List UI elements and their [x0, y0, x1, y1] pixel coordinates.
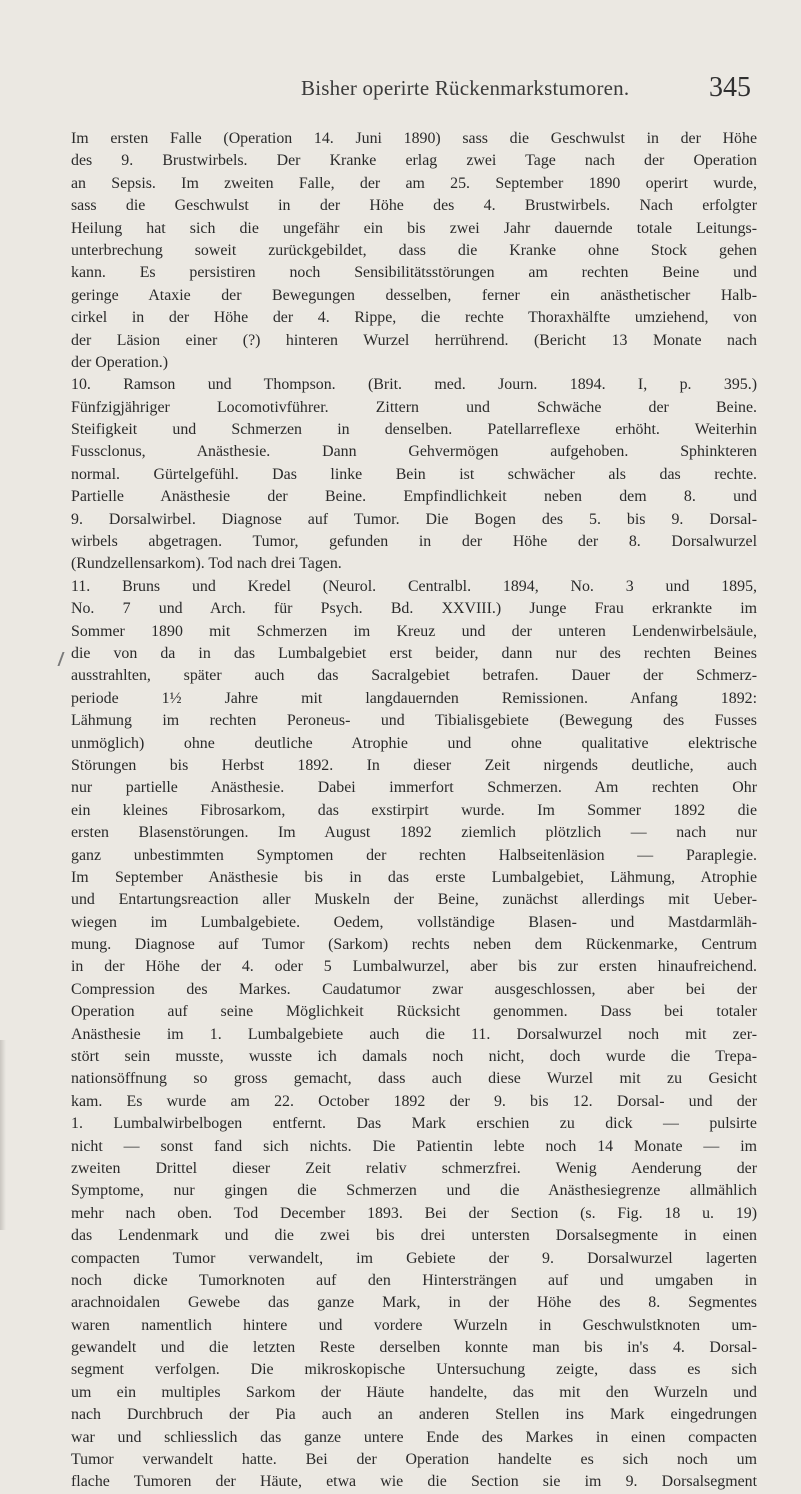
running-head [0, 72, 801, 110]
text-line: zweiten Drittel dieser Zeit relativ schmerzfrei. Wenig Aenderung der [71, 1159, 757, 1177]
text-line: war und schliesslich das ganze untere Ende des Markes in einen compacten [71, 1428, 757, 1446]
text-line: noch dicke Tumorknoten auf den Hintersträngen auf und umgaben in [71, 1271, 757, 1289]
text-line: 9. Dorsalwirbel. Diagnose auf Tumor. Die Bogen des 5. bis 9. Dorsal- [71, 510, 757, 528]
text-line: Störungen bis Herbst 1892. In dieser Zeit nirgends deutliche, auch [71, 756, 757, 774]
text-line: arachnoidalen Gewebe das ganze Mark, in der Höhe des 8. Segmentes [71, 1294, 757, 1312]
text-line: Im September Anästhesie bis in das erste Lumbalgebiet, Lähmung, Atrophie [71, 868, 757, 886]
text-line: 1. Lumbalwirbelbogen entfernt. Das Mark erschien zu dick — pulsirte [71, 1115, 757, 1133]
text-line: normal. Gürtelgefühl. Das linke Bein ist schwächer als das rechte. [71, 465, 757, 483]
text-line: die von da in das Lumbalgebiet erst beider, dann nur des rechten Beines [71, 644, 757, 662]
text-line: kann. Es persistiren noch Sensibilitätsstörungen am rechten Beine und [71, 264, 757, 282]
text-line: des 9. Brustwirbels. Der Kranke erlag zwei Tage nach der Operation [71, 152, 757, 170]
text-line: an Sepsis. Im zweiten Falle, der am 25. September 1890 operirt wurde, [71, 174, 757, 192]
text-line: 10. Ramson und Thompson. (Brit. med. Journ. 1894. I, p. 395.) [71, 376, 757, 394]
text-line: geringe Ataxie der Bewegungen desselben, ferner ein anästhetischer Halb- [71, 286, 757, 304]
text-line: Anästhesie im 1. Lumbalgebiete auch die 11. Dorsalwurzel noch mit zer- [71, 1025, 757, 1043]
text-line: stört sein musste, wusste ich damals noch nicht, doch wurde die Trepa- [71, 1048, 757, 1066]
text-line: nach Durchbruch der Pia auch an anderen Stellen ins Mark eingedrungen [71, 1406, 757, 1424]
text-line: Tumor verwandelt hatte. Bei der Operation handelte es sich noch um [71, 1451, 757, 1469]
text-line: der Läsion einer (?) hinteren Wurzel herrührend. (Bericht 13 Monate nach [71, 331, 757, 349]
text-line: No. 7 und Arch. für Psych. Bd. XXVIII.) Junge Frau erkrankte im [71, 600, 757, 618]
text-line: Partielle Anästhesie der Beine. Empfindlichkeit neben dem 8. und [71, 488, 757, 506]
text-line: und Entartungsreaction aller Muskeln der Beine, zunächst allerdings mit Ueber- [71, 891, 757, 909]
text-line: kam. Es wurde am 22. October 1892 der 9. bis 12. Dorsal- und der [71, 1092, 757, 1110]
text-line: (Rundzellensarkom). Tod nach drei Tagen. [71, 555, 342, 573]
margin-pencil-mark [57, 652, 64, 666]
text-line: um ein multiples Sarkom der Häute handelte, das mit den Wurzeln und [71, 1383, 757, 1401]
text-line: Sommer 1890 mit Schmerzen im Kreuz und der unteren Lendenwirbelsäule, [71, 622, 757, 640]
text-line: flache Tumoren der Häute, etwa wie die Section sie im 9. Dorsalsegment [71, 1473, 757, 1491]
text-line: Operation auf seine Möglichkeit Rücksicht genommen. Dass bei totaler [71, 1003, 757, 1021]
text-line: das Lendenmark und die zwei bis drei untersten Dorsalsegmente in einen [71, 1227, 757, 1245]
text-line: wiegen im Lumbalgebiete. Oedem, vollständige Blasen- und Mastdarmläh- [71, 913, 757, 931]
text-line: ganz unbestimmten Symptomen der rechten Halbseitenläsion — Paraplegie. [71, 846, 757, 864]
text-line: ersten Blasenstörungen. Im August 1892 ziemlich plötzlich — nach nur [71, 824, 757, 842]
text-line: nur partielle Anästhesie. Dabei immerfort Schmerzen. Am rechten Ohr [71, 779, 757, 797]
text-line: periode 1½ Jahre mit langdauernden Remissionen. Anfang 1892: [71, 689, 757, 707]
text-line: Im ersten Falle (Operation 14. Juni 1890) sass die Geschwulst in der Höhe [71, 130, 757, 147]
text-line: Fussclonus, Anästhesie. Dann Gehvermögen aufgehoben. Sphinkteren [71, 443, 757, 461]
text-line: mehr nach oben. Tod December 1893. Bei der Section (s. Fig. 18 u. 19) [71, 1204, 757, 1222]
text-line: cirkel in der Höhe der 4. Rippe, die rechte Thoraxhälfte umziehend, von [71, 309, 757, 327]
text-line: unmöglich) ohne deutliche Atrophie und ohne qualitative elektrische [71, 734, 757, 752]
text-line: 11. Bruns und Kredel (Neurol. Centralbl. 1894, No. 3 und 1895, [71, 577, 757, 595]
text-line: Lähmung im rechten Peroneus- und Tibialisgebiete (Bewegung des Fusses [71, 712, 757, 730]
text-line: nicht — sonst fand sich nichts. Die Patientin lebte noch 14 Monate — im [71, 1137, 757, 1155]
text-line: Steifigkeit und Schmerzen in denselben. Patellarreflexe erhöht. Weiterhin [71, 421, 757, 439]
text-line: in der Höhe der 4. oder 5 Lumbalwurzel, aber bis zur ersten hinaufreichend. [71, 958, 757, 976]
text-line: mung. Diagnose auf Tumor (Sarkom) rechts neben dem Rückenmarke, Centrum [71, 936, 757, 954]
text-line: gewandelt und die letzten Reste derselben konnte man bis in's 4. Dorsal- [71, 1339, 757, 1357]
text-line: ein kleines Fibrosarkom, das exstirpirt wurde. Im Sommer 1892 die [71, 801, 757, 819]
text-line: Fünfzigjähriger Locomotivführer. Zittern und Schwäche der Beine. [71, 398, 757, 416]
page-edge-shadow [0, 1040, 6, 1230]
text-line: segment verfolgen. Die mikroskopische Untersuchung zeigte, dass es sich [71, 1361, 757, 1379]
text-line: Symptome, nur gingen die Schmerzen und die Anästhesiegrenze allmählich [71, 1182, 757, 1200]
running-head-title: Bisher operirte Rückenmarkstumoren. [301, 76, 630, 100]
text-line: sass die Geschwulst in der Höhe des 4. Brustwirbels. Nach erfolgter [71, 197, 757, 215]
text-line: nationsöffnung so gross gemacht, dass auch diese Wurzel mit zu Gesicht [71, 1070, 757, 1088]
text-line: compacten Tumor verwandelt, im Gebiete der 9. Dorsalwurzel lagerten [71, 1249, 757, 1267]
text-line: wirbels abgetragen. Tumor, gefunden in der Höhe der 8. Dorsalwurzel [71, 533, 757, 551]
text-line: ausstrahlten, später auch das Sacralgebiet betrafen. Dauer der Schmerz- [71, 667, 757, 685]
text-line: waren namentlich hintere und vordere Wurzeln in Geschwulstknoten um- [71, 1316, 757, 1334]
text-line: unterbrechung soweit zurückgebildet, dass die Kranke ohne Stock gehen [71, 241, 757, 259]
text-line: Compression des Markes. Caudatumor zwar ausgeschlossen, aber bei der [71, 980, 757, 998]
text-line: Heilung hat sich die ungefähr ein bis zwei Jahr dauernde totale Leitungs- [71, 219, 757, 237]
page-number: 345 [709, 72, 751, 103]
text-line: der Operation.) [71, 353, 169, 371]
body-text [71, 128, 757, 1494]
